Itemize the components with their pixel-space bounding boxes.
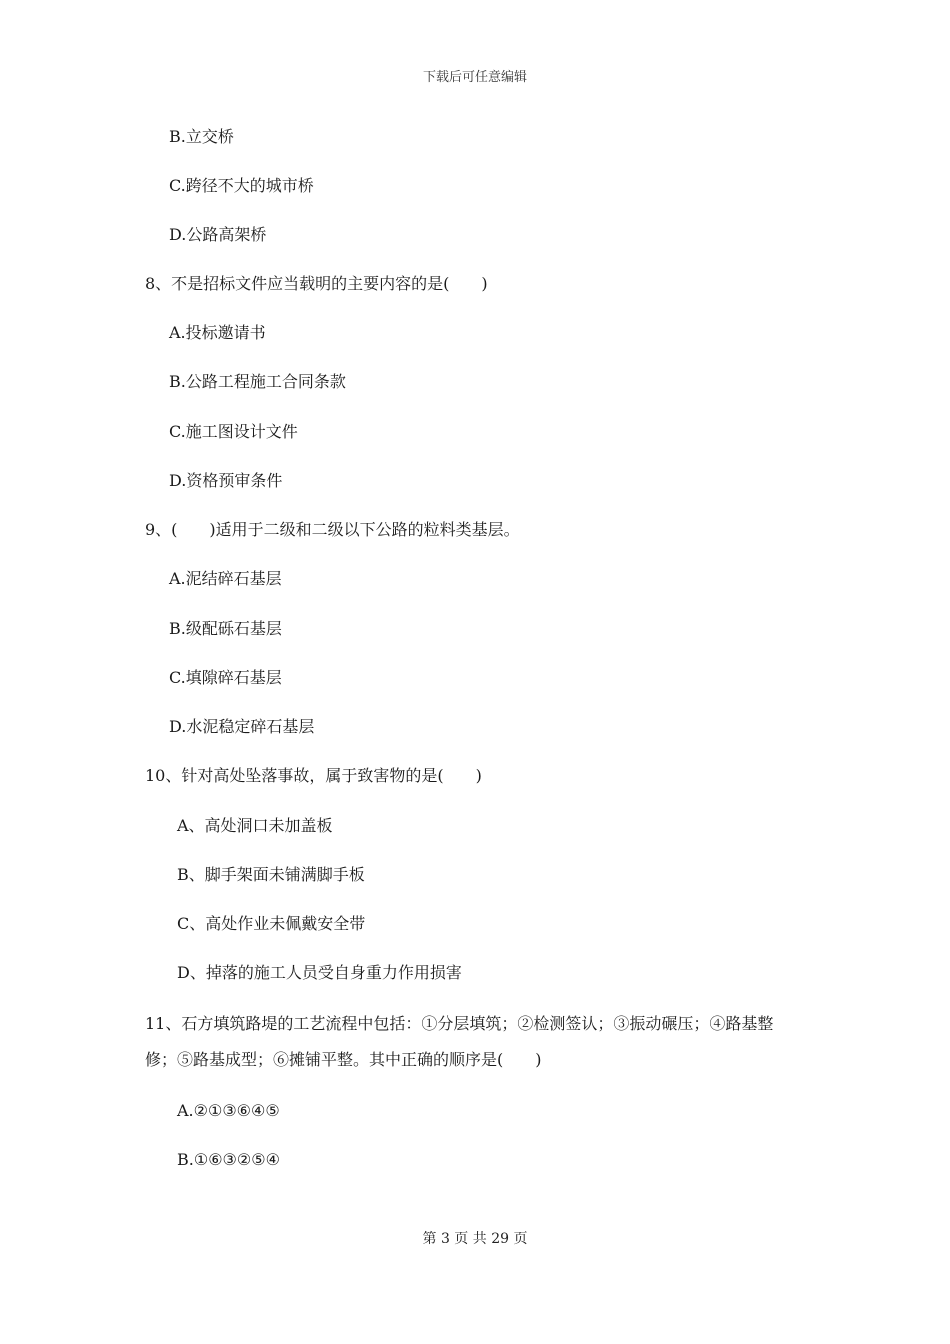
option-b-q10: B、脚手架面未铺满脚手板 [177, 865, 365, 884]
option-b-q9: B.级配砾石基层 [169, 619, 282, 638]
question-9: 9、( )适用于二级和二级以下公路的粒料类基层。 [145, 520, 520, 539]
question-8: 8、不是招标文件应当载明的主要内容的是( ) [145, 274, 488, 293]
option-d-q8: D.资格预审条件 [169, 471, 283, 490]
option-c-q10: C、高处作业未佩戴安全带 [177, 914, 366, 933]
option-d-q7: D.公路高架桥 [169, 225, 267, 244]
option-a-q11: A.②①③⑥④⑤ [177, 1101, 280, 1120]
option-a-q10: A、高处洞口未加盖板 [177, 816, 333, 835]
option-b-q8: B.公路工程施工合同条款 [169, 372, 346, 391]
option-c-q8: C.施工图设计文件 [169, 422, 298, 441]
option-b-q11: B.①⑥③②⑤④ [177, 1150, 280, 1169]
option-b-q7: B.立交桥 [169, 127, 234, 146]
option-c-q9: C.填隙碎石基层 [169, 668, 282, 687]
option-d-q10: D、掉落的施工人员受自身重力作用损害 [177, 963, 462, 982]
option-a-q9: A.泥结碎石基层 [169, 569, 282, 588]
question-11-line-1: 11、石方填筑路堤的工艺流程中包括：①分层填筑；②检测签认；③振动碾压；④路基整 [145, 1014, 774, 1033]
option-d-q9: D.水泥稳定碎石基层 [169, 717, 315, 736]
question-10: 10、针对高处坠落事故，属于致害物的是( ) [145, 766, 482, 785]
page-footer: 第 3 页 共 29 页 [422, 1231, 528, 1247]
page-header: 下载后可任意编辑 [422, 70, 527, 85]
option-a-q8: A.投标邀请书 [169, 323, 266, 342]
option-c-q7: C.跨径不大的城市桥 [169, 176, 314, 195]
question-11-line-2: 修；⑤路基成型；⑥摊铺平整。其中正确的顺序是( ) [145, 1050, 542, 1069]
